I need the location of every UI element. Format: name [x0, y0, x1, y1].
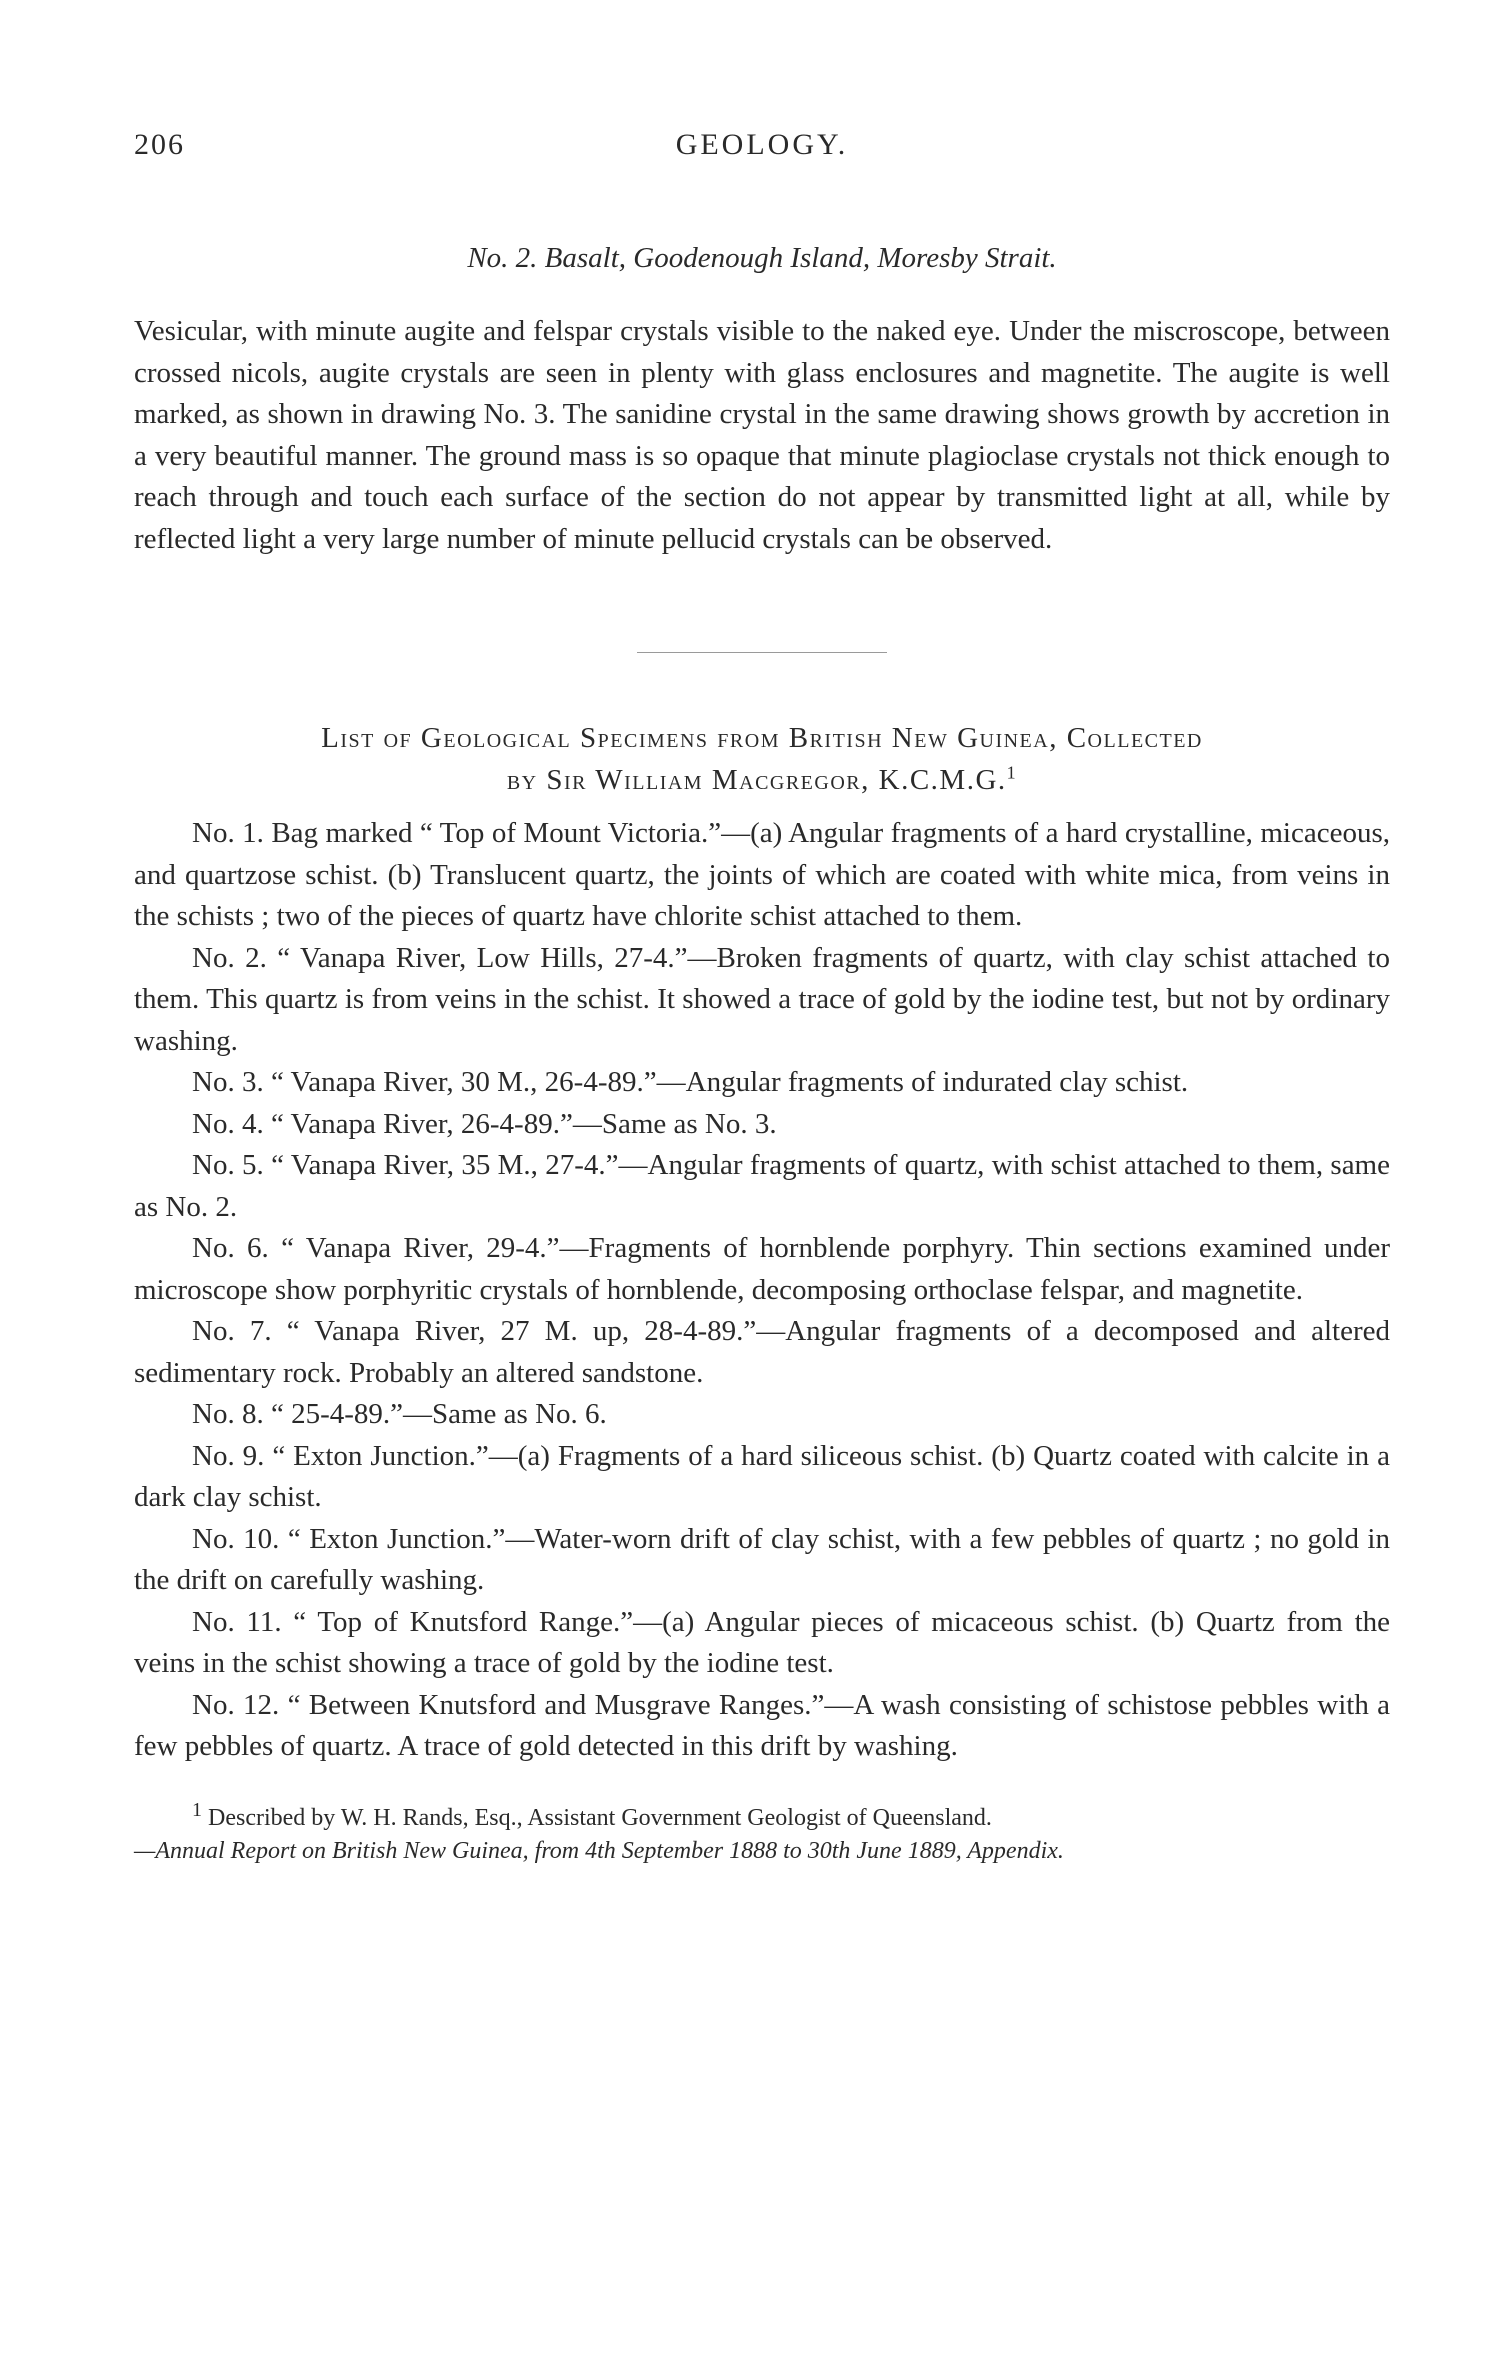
list-title	[134, 717, 1390, 801]
specimen-entry: No. 3. “ Vanapa River, 30 M., 26-4-89.”—Angular fragments of indurated clay schist.	[192, 1066, 1189, 1098]
section-heading: No. 2. Basalt, Goodenough Island, Moresby Strait.	[467, 242, 1057, 274]
specimen-list	[134, 813, 1390, 1768]
running-head	[134, 128, 1390, 180]
specimen-entry: No. 6. “ Vanapa River, 29-4.”—Fragments of hornblende porphyry. Thin sections examined under microscope show porphyritic crystals of hornblende, decomposing orthoclase felspar, and magnetite.	[134, 1232, 1390, 1306]
page-number: 206	[134, 128, 185, 161]
book-page	[134, 128, 1390, 1868]
specimen-entry: No. 5. “ Vanapa River, 35 M., 27-4.”—Angular fragments of quartz, with schist attached to them, same as No. 2.	[134, 1149, 1390, 1223]
list-title-line2: by Sir William Macgregor, K.C.M.G.	[506, 764, 1007, 796]
footnote-text-line	[134, 1794, 1390, 1835]
running-title: GEOLOGY.	[675, 128, 849, 161]
specimen-entry: No. 8. “ 25-4-89.”—Same as No. 6.	[192, 1398, 607, 1430]
footnote-text: Described by W. H. Rands, Esq., Assistant Government Geologist of Queensland.	[208, 1804, 992, 1831]
specimen-entry: No. 12. “ Between Knutsford and Musgrave Ranges.”—A wash consisting of schistose pebbles with a few pebbles of quartz. A trace of gold detected in this drift by washing.	[134, 1688, 1390, 1762]
specimen-entry: No. 11. “ Top of Knutsford Range.”—(a) Angular pieces of micaceous schist. (b) Quartz from the veins in the schist showing a trace of gold by the iodine test.	[134, 1605, 1390, 1679]
specimen-entry: No. 10. “ Exton Junction.”—Water-worn drift of clay schist, with a few pebbles of quartz ; no gold in the drift on carefully washing.	[134, 1522, 1390, 1596]
footnote-number: 1	[192, 1798, 202, 1821]
section-divider	[637, 652, 887, 653]
specimen-entry: No. 9. “ Exton Junction.”—(a) Fragments of a hard siliceous schist. (b) Quartz coated with calcite in a dark clay schist.	[134, 1439, 1390, 1513]
basalt-description: Vesicular, with minute augite and felspar crystals visible to the naked eye. Under the miscroscope, between crossed nicols, augite crystals are seen in plenty with glass enclosures and magnetite. The augite is well marked, as shown in drawing No. 3. The sanidine crystal in the same drawing shows growth by accretion in a very beautiful manner. The ground mass is so opaque that minute plagioclase crystals not thick enough to reach through and touch each surface of the section do not appear by transmitted light at all, while by reflected light a very large number of minute pellucid crystals can be observed.	[134, 315, 1390, 555]
footnote-reference: —Annual Report on British New Guinea, from 4th September 1888 to 30th June 1889, Appendix.	[134, 1837, 1064, 1864]
specimen-entry: No. 7. “ Vanapa River, 27 M. up, 28-4-89.”—Angular fragments of a decomposed and altered sedimentary rock. Probably an altered sandstone.	[134, 1315, 1390, 1389]
footnote-marker: 1	[1006, 762, 1018, 783]
specimen-entry: No. 2. “ Vanapa River, Low Hills, 27-4.”—Broken fragments of quartz, with clay schist attached to them. This quartz is from veins in the schist. It showed a trace of gold by the iodine test, but not by ordinary washing.	[134, 941, 1390, 1057]
specimen-entry: No. 4. “ Vanapa River, 26-4-89.”—Same as No. 3.	[192, 1107, 777, 1140]
list-title-line1: List of Geological Specimens from British New Guinea, Collected	[321, 722, 1203, 754]
specimen-entry: No. 1. Bag marked “ Top of Mount Victoria.”—(a) Angular fragments of a hard crystalline, micaceous, and quartzose schist. (b) Translucent quartz, the joints of which are coated with white mica, from veins in the schists ; two of the pieces of quartz have chlorite schist attached to them.	[134, 817, 1390, 932]
footnote	[134, 1794, 1390, 1868]
